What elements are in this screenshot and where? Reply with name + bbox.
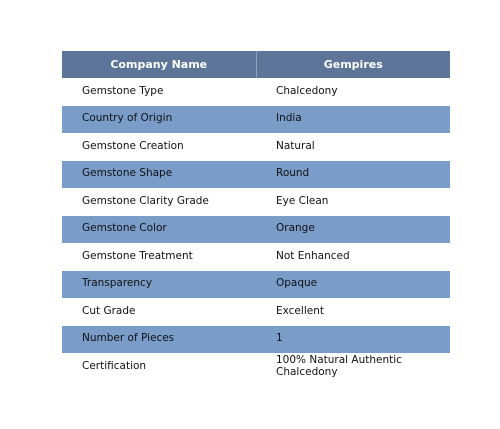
row-value: Excellent: [256, 298, 450, 326]
row-label: Certification: [62, 353, 256, 381]
table-row: [62, 271, 450, 299]
row-label: Gemstone Color: [62, 216, 256, 244]
row-label: Gemstone Creation: [62, 133, 256, 161]
table-row: [62, 133, 450, 161]
row-value: Not Enhanced: [256, 243, 450, 271]
table-row: [62, 298, 450, 326]
row-label: Gemstone Treatment: [62, 243, 256, 271]
table-row: [62, 216, 450, 244]
row-label: Cut Grade: [62, 298, 256, 326]
row-label: Gemstone Type: [62, 78, 256, 106]
gemstone-spec-table: [62, 51, 450, 381]
row-value: Round: [256, 161, 450, 189]
table-row: [62, 188, 450, 216]
table-header: [62, 51, 450, 78]
table-row: [62, 326, 450, 354]
row-value: 100% Natural Authentic Chalcedony: [256, 353, 450, 381]
row-value: 1: [256, 326, 450, 354]
row-label: Number of Pieces: [62, 326, 256, 354]
row-value: India: [256, 106, 450, 134]
header-row: [62, 51, 450, 78]
row-value: Opaque: [256, 271, 450, 299]
table-row: [62, 161, 450, 189]
table-row: [62, 106, 450, 134]
row-value: Natural: [256, 133, 450, 161]
row-label: Country of Origin: [62, 106, 256, 134]
row-value: Orange: [256, 216, 450, 244]
table-row: [62, 78, 450, 106]
row-label: Transparency: [62, 271, 256, 299]
table-row: [62, 353, 450, 381]
row-value: Eye Clean: [256, 188, 450, 216]
row-label: Gemstone Clarity Grade: [62, 188, 256, 216]
row-value: Chalcedony: [256, 78, 450, 106]
header-company-value: Gempires: [256, 51, 450, 78]
row-label: Gemstone Shape: [62, 161, 256, 189]
table-row: [62, 243, 450, 271]
header-company-name: Company Name: [62, 51, 256, 78]
table-body: [62, 78, 450, 381]
